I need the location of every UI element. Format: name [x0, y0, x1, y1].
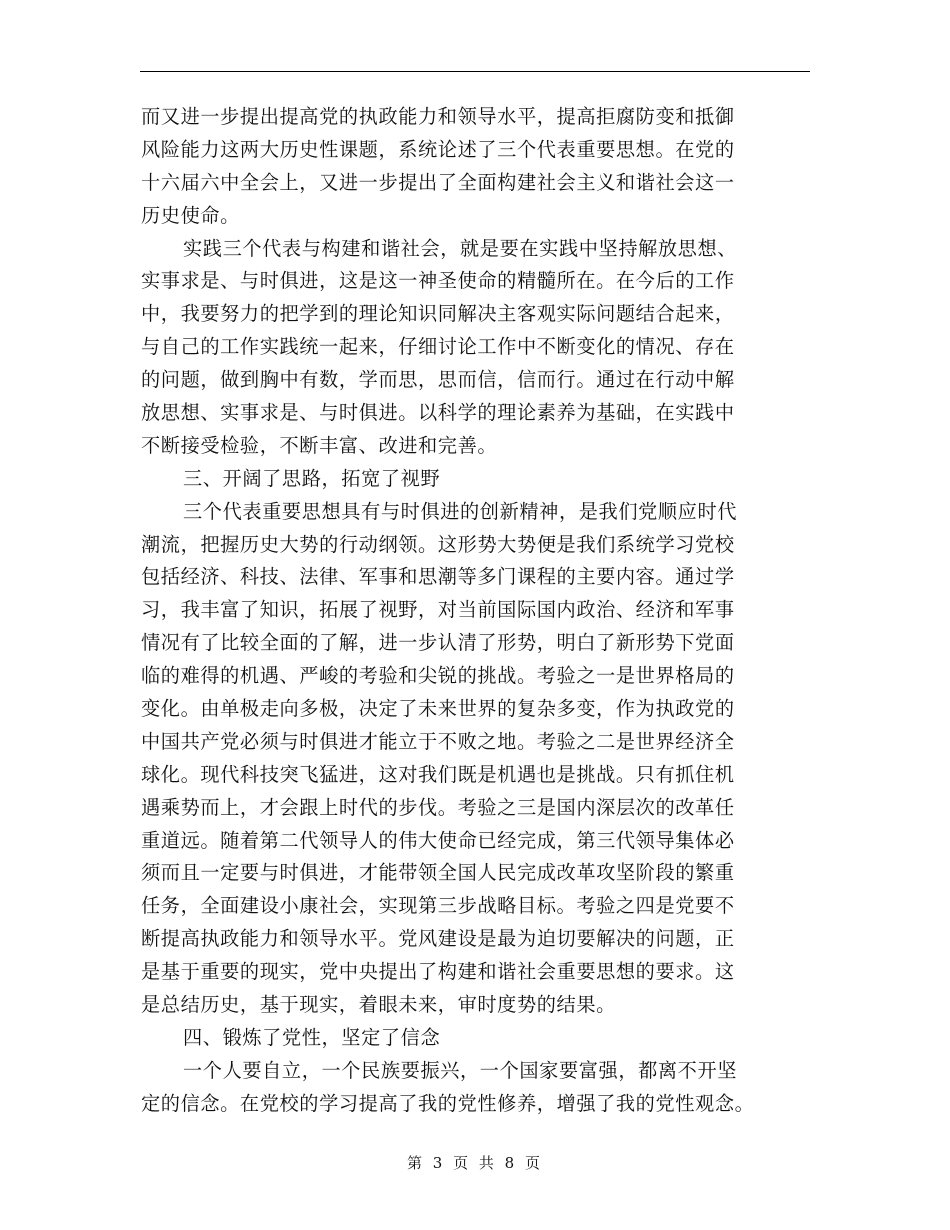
- paragraph-first-line: 一个人要自立，一个民族要振兴，一个国家要富强，都离不开坚: [183, 1058, 738, 1082]
- text-line: 与自己的工作实践统一起来，仔细讨论工作中不断变化的情况、存在: [141, 335, 735, 359]
- text-line: 不断接受检验，不断丰富、改进和完善。: [141, 433, 498, 457]
- text-line: 定的信念。在党校的学习提高了我的党性修养，增强了我的党性观念。: [141, 1091, 755, 1115]
- section-heading: 四、锻炼了党性，坚定了信念: [183, 1025, 441, 1049]
- paragraph-first-line: 实践三个代表与构建和谐社会，就是要在实践中坚持解放思想、: [183, 236, 738, 260]
- text-line: 包括经济、科技、法律、军事和思潮等多门课程的主要内容。通过学: [141, 565, 735, 589]
- text-line: 中国共产党必须与时俱进才能立于不败之地。考验之二是世界经济全: [141, 729, 735, 753]
- paragraph-first-line: 三个代表重要思想具有与时俱进的创新精神，是我们党顺应时代: [183, 499, 738, 523]
- text-line: 潮流，把握历史大势的行动纲领。这形势大势便是我们系统学习党校: [141, 532, 735, 556]
- body-text: [141, 101, 813, 1121]
- text-line: 习，我丰富了知识，拓展了视野，对当前国际国内政治、经济和军事: [141, 598, 735, 622]
- text-line: 的问题，做到胸中有数，学而思，思而信，信而行。通过在行动中解: [141, 368, 735, 392]
- text-line: 重道远。随着第二代领导人的伟大使命已经完成，第三代领导集体必: [141, 828, 735, 852]
- text-line: 实事求是、与时俱进，这是这一神圣使命的精髓所在。在今后的工作: [141, 269, 735, 293]
- text-line: 临的难得的机遇、严峻的考验和尖锐的挑战。考验之一是世界格局的: [141, 664, 735, 688]
- text-line: 情况有了比较全面的了解，进一步认清了形势，明白了新形势下党面: [141, 631, 735, 655]
- text-line: 历史使命。: [141, 203, 240, 227]
- section-heading: 三、开阔了思路，拓宽了视野: [183, 466, 441, 490]
- text-line: 须而且一定要与时俱进，才能带领全国人民完成改革攻坚阶段的繁重: [141, 861, 735, 885]
- text-line: 变化。由单极走向多极，决定了未来世界的复杂多变，作为执政党的: [141, 697, 735, 721]
- text-line: 而又进一步提出提高党的执政能力和领导水平，提高拒腐防变和抵御: [141, 105, 735, 128]
- page-number-footer: 第 3 页 共 8 页: [407, 1154, 543, 1172]
- text-line: 遇乘势而上，才会跟上时代的步伐。考验之三是国内深层次的改革任: [141, 795, 735, 819]
- text-line: 放思想、实事求是、与时俱进。以科学的理论素养为基础，在实践中: [141, 401, 735, 425]
- text-line: 中，我要努力的把学到的理论知识同解决主客观实际问题结合起来，: [141, 302, 735, 326]
- text-line: 风险能力这两大历史性课题，系统论述了三个代表重要思想。在党的: [141, 137, 735, 161]
- text-line: 是基于重要的现实，党中央提出了构建和谐社会重要思想的要求。这: [141, 960, 735, 984]
- text-line: 任务，全面建设小康社会，实现第三步战略目标。考验之四是党要不: [141, 894, 735, 918]
- text-line: 球化。现代科技突飞猛进，这对我们既是机遇也是挑战。只有抓住机: [141, 762, 735, 786]
- text-line: 断提高执政能力和领导水平。党风建设是最为迫切要解决的问题，正: [141, 927, 735, 951]
- header-rule: [140, 71, 810, 72]
- text-line: 十六届六中全会上，又进一步提出了全面构建社会主义和谐社会这一: [141, 170, 735, 194]
- text-line: 是总结历史，基于现实，着眼未来，审时度势的结果。: [141, 993, 616, 1017]
